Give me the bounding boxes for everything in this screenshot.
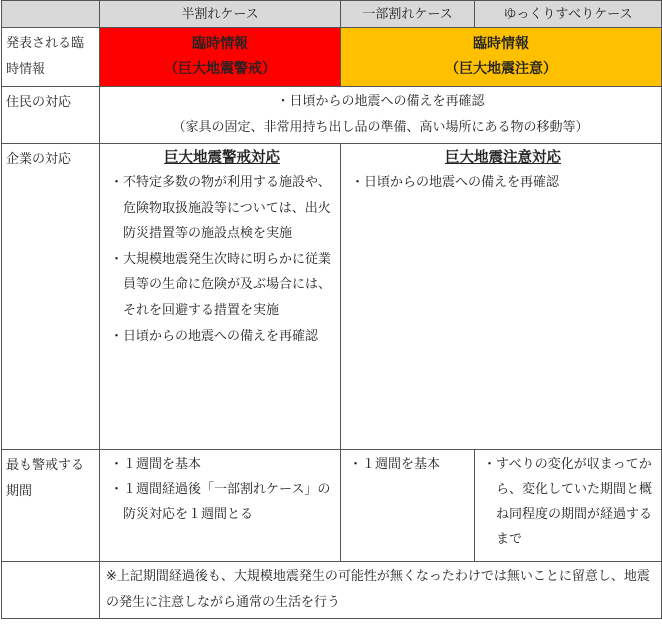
caution-info-line2: （巨大地震注意） (445, 61, 557, 77)
warning-info-line1: 臨時情報 (192, 36, 248, 52)
business-warning-title: 巨大地震警戒対応 (164, 150, 280, 166)
business-warning-item: ・ 大規模地震発生次時に明らかに従業員等の生命に危険が及ぶ場合には、それを回避する措置を実施 (110, 251, 332, 318)
note-cell: ※上記期間経過後も、大規模地震発生の可能性が無くなったわけでは無いことに留意し、地震の発生に注意しながら通常の生活を行う (100, 562, 662, 619)
header-half-case: 半割れケース (100, 1, 341, 28)
header-partial-case: 一部割れケース (341, 1, 475, 28)
period-partial-cell (341, 450, 475, 562)
note-empty-cell (2, 562, 100, 619)
warning-info-cell (100, 28, 341, 87)
residents-response-line1: ・日頃からの地震への備えを再確認 (276, 94, 485, 109)
caution-info-line1: 臨時情報 (473, 36, 529, 52)
period-half-cell (100, 450, 341, 562)
business-caution-item: ・ 日頃からの地震への備えを再確認 (351, 175, 560, 190)
period-half-item: ・ １週間を基本 (110, 457, 202, 472)
row-label-business: 企業の対応 (2, 144, 100, 450)
period-partial-item: ・ １週間を基本 (349, 457, 441, 472)
period-slow-item: ・ すべりの変化が収まってから、変化していた期間と概ね同程度の期間が経過するまで (483, 457, 653, 547)
row-label-period: 最も警戒する期間 (2, 450, 100, 562)
residents-response-cell (100, 87, 662, 144)
period-slow-cell (475, 450, 662, 562)
period-half-item: ・ １週間経過後「一部割れケース」の防災対応を１週間とる (110, 482, 331, 522)
business-caution-cell (341, 144, 662, 450)
header-empty-cell (2, 1, 100, 28)
row-label-announcement (2, 28, 100, 87)
earthquake-response-table (1, 0, 662, 619)
business-warning-item: ・ 不特定多数の物が利用する施設や、危険物取扱施設等については、出火防災措置等の施設点検を実施 (110, 175, 331, 242)
row-label-residents: 住民の対応 (2, 87, 100, 144)
business-warning-cell (100, 144, 341, 450)
business-warning-item: ・ 日頃からの地震への備えを再確認 (110, 328, 319, 344)
caution-info-cell (341, 28, 662, 87)
residents-response-line2: （家具の固定、非常用持ち出し品の準備、高い場所にある物の移動等） (172, 120, 589, 135)
business-caution-title: 巨大地震注意対応 (445, 150, 561, 166)
warning-info-line2: （巨大地震警戒） (164, 61, 276, 77)
header-slow-slip-case: ゆっくりすべりケース (475, 1, 662, 28)
row-label-announcement-text: 発表される臨時情報 (6, 36, 85, 77)
